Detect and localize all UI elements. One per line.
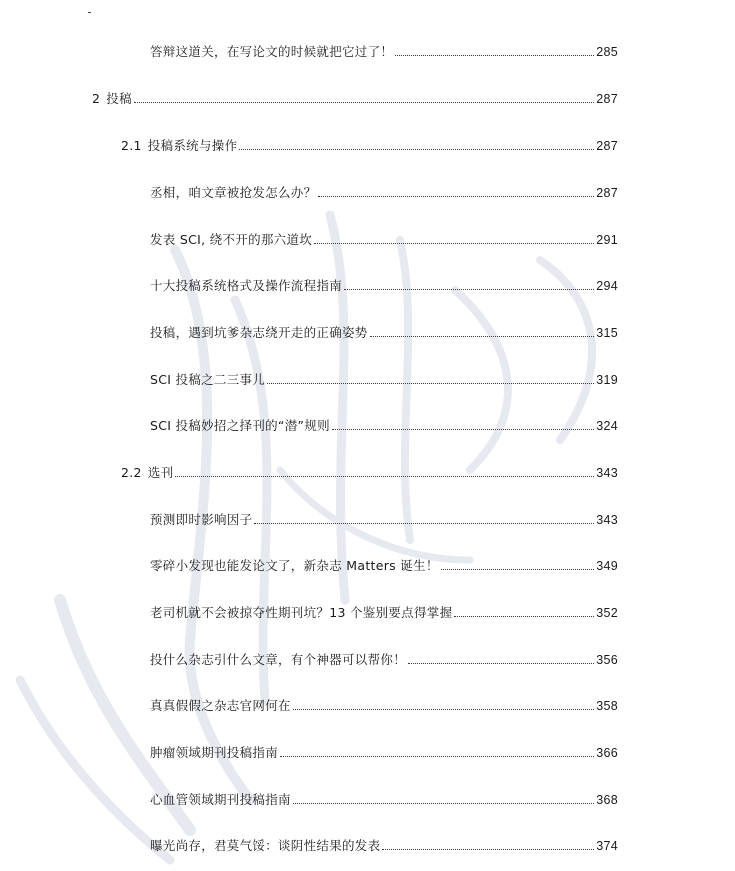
dot-leader [370, 336, 595, 337]
toc-entry-title: 零碎小发现也能发论文了，新杂志 Matters 诞生！ [150, 558, 439, 573]
toc-entry-title: 投稿，遇到坑爹杂志绕开走的正确姿势 [150, 325, 368, 340]
dot-leader [344, 289, 594, 290]
dot-leader [280, 756, 594, 757]
toc-entry[interactable] [121, 134, 618, 154]
toc-entry-page: 294 [596, 279, 618, 293]
toc-entry[interactable] [150, 648, 618, 668]
toc-entry-title: 心血管领域期刊投稿指南 [150, 792, 291, 807]
toc-entry-page: 287 [596, 92, 618, 106]
dot-leader [134, 102, 594, 103]
toc-entry[interactable] [150, 414, 618, 434]
toc-entry[interactable] [150, 181, 618, 201]
dot-leader [318, 196, 594, 197]
toc-entry-title: 肿瘤领域期刊投稿指南 [150, 745, 279, 760]
toc-entry[interactable] [150, 694, 618, 714]
toc-entry-page: 315 [596, 326, 618, 340]
toc-entry[interactable] [150, 368, 618, 388]
toc-entry[interactable] [92, 87, 618, 107]
toc-entry-page: 368 [596, 793, 618, 807]
dot-leader [441, 569, 595, 570]
toc-entry[interactable] [150, 228, 618, 248]
toc-entry-page: 356 [596, 653, 618, 667]
dot-leader [314, 243, 594, 244]
dot-leader [239, 149, 594, 150]
toc-entry-page: 358 [596, 699, 618, 713]
toc-entry-title: 丞相，咱文章被抢发怎么办？ [150, 185, 317, 200]
toc-entry[interactable] [150, 741, 618, 761]
dot-leader [293, 803, 594, 804]
toc-entry-title: 真真假假之杂志官网何在 [150, 698, 291, 713]
dot-leader [382, 849, 594, 850]
toc-entry[interactable] [150, 321, 618, 341]
toc-entry-title: 投稿 [106, 91, 132, 106]
dot-leader [395, 55, 594, 56]
toc-entry[interactable] [150, 274, 618, 294]
dot-leader [267, 383, 594, 384]
toc-entry-title: 投什么杂志引什么文章，有个神器可以帮你！ [150, 652, 407, 667]
toc-entry-page: 324 [596, 419, 618, 433]
toc-entry-page: 291 [596, 233, 618, 247]
toc-entry-page: 343 [596, 466, 618, 480]
toc-entry-title: 发表 SCI, 绕不开的那六道坎 [150, 232, 313, 247]
toc-entry-title: 老司机就不会被掠夺性期刊坑？13 个鉴别要点得掌握 [150, 605, 453, 620]
toc-entry-number: 2.1 [121, 138, 142, 153]
dot-leader [175, 476, 594, 477]
toc-entry-page: 349 [596, 559, 618, 573]
toc-entry-title: 投稿系统与操作 [147, 138, 238, 153]
toc-entry-page: 287 [596, 139, 618, 153]
dot-leader [454, 616, 594, 617]
toc-entry-page: 319 [596, 373, 618, 387]
toc-entry[interactable] [150, 554, 618, 574]
toc-entry[interactable] [121, 461, 618, 481]
toc-entry-title: SCI 投稿之二三事儿 [150, 372, 266, 387]
dot-leader [254, 523, 594, 524]
toc-entry-title: SCI 投稿妙招之择刊的“潜”规则 [150, 418, 330, 433]
toc-entry-page: 287 [596, 186, 618, 200]
toc-entry-page: 285 [596, 45, 618, 59]
toc-entry[interactable] [150, 834, 618, 854]
toc-entry-title: 答辩这道关，在写论文的时候就把它过了！ [150, 44, 394, 59]
toc-entry-page: 352 [596, 606, 618, 620]
toc-entry-page: 366 [596, 746, 618, 760]
toc-entry[interactable] [150, 601, 618, 621]
dot-leader [293, 709, 594, 710]
toc-entry-page: 374 [596, 839, 618, 853]
toc-entry-number: 2 [92, 91, 101, 106]
toc-entry-number: 2.2 [121, 465, 142, 480]
toc-entry-page: 343 [596, 513, 618, 527]
toc-entry-title: 十大投稿系统格式及操作流程指南 [150, 278, 343, 293]
dot-leader [332, 429, 594, 430]
toc-entry[interactable] [150, 508, 618, 528]
toc-entry[interactable] [150, 788, 618, 808]
toc-entry-title: 选刊 [147, 465, 174, 480]
dot-leader [408, 663, 594, 664]
toc-entry-title: 曝光尚存，君莫气馁：谈阴性结果的发表 [150, 838, 381, 853]
toc-entry-title: 预测即时影响因子 [150, 512, 253, 527]
toc-entry[interactable] [150, 40, 618, 60]
